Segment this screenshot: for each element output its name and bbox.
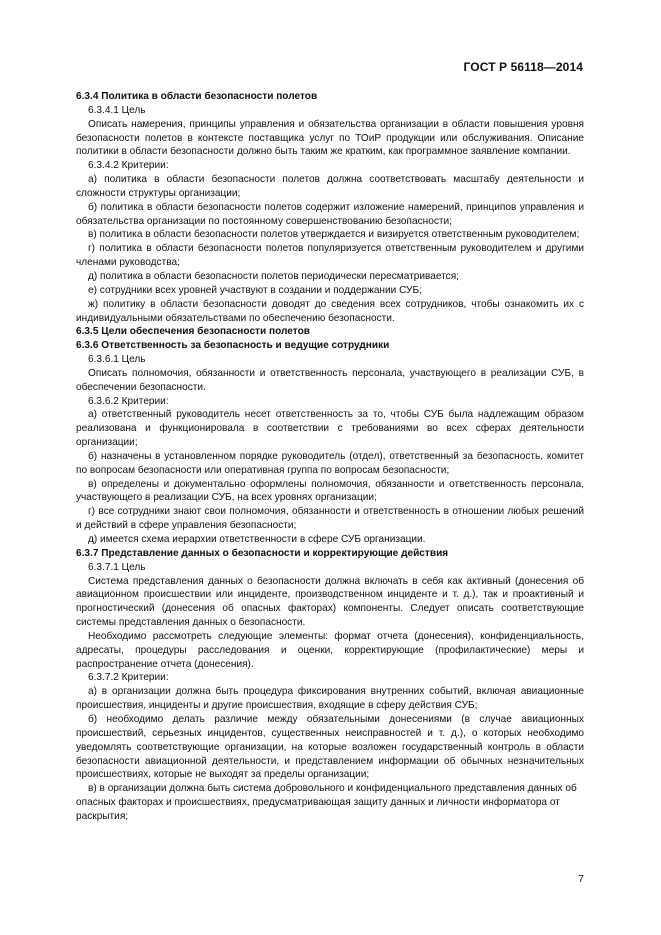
body-paragraph: а) политика в области безопасности полетов должна соответствовать масштабу деятельности и сложности структуры организации; [76, 174, 584, 199]
subsection-label: 6.3.6.2 Критерии: [88, 395, 169, 407]
section-heading: 6.3.6 Ответственность за безопасность и ведущие сотрудники [76, 340, 390, 352]
body-paragraph: б) необходимо делать различие между обязательными донесениями (в случае авиационных происшествий, серьезных инцидентов, существенных неисправностей и т. д.), о которых необходимо уведомлять соответствующие организации, на которые возложен государственный контроль в области безопасности авиационной деятельности, и представлением информации об обычных незначительных происшествиях, которые не выходят за пределы организации; [76, 713, 584, 781]
body-paragraph: в) определены и документально оформлены полномочия, обязанности и ответственность персонала, участвующего в реализации СУБ, на всех уровнях организации; [76, 478, 584, 504]
body-paragraph: а) ответственный руководитель несет ответственность за то, чтобы СУБ была надлежащим образом реализована и функционировала в соответствии с требованиями во всех сферах деятельности организации; [76, 409, 584, 449]
body-paragraph: а) в организации должна быть процедура фиксирования внутренних событий, включая авиационные происшествия, инциденты и другие происшествия, входящие в сферу действия СУБ; [76, 686, 584, 712]
body-paragraph: б) политика в области безопасности полетов содержит изложение намерений, принципов управления и обязательства организации по постоянному совершенствованию безопасности; [76, 201, 584, 227]
body-paragraph: д) имеется схема иерархии ответственности в сфере СУБ организации. [88, 534, 426, 545]
section-heading: 6.3.5 Цели обеспечения безопасности полетов [76, 326, 310, 338]
body-paragraph: г) политика в области безопасности полетов популяризуется ответственным руководителем и другими членами руководства; [76, 243, 584, 269]
body-paragraph: Описать полномочия, обязанности и ответственность персонала, участвующего в реализации СУБ, в обеспечении безопасности. [76, 367, 584, 393]
standard-code-header: ГОСТ Р 56118—2014 [463, 60, 583, 74]
body-paragraph: д) политика в области безопасности полетов периодически пересматривается; [88, 270, 459, 282]
body-paragraph: Необходимо рассмотреть следующие элементы: формат отчета (донесения), конфиденциальность, адресаты, процедуры расследования и оценки, корректирующие (профилактические) меры и распространение отчета (донесения). [76, 630, 584, 670]
subsection-label: 6.3.6.1 Цель [88, 354, 146, 366]
body-paragraph: Система представления данных о безопасности должна включать в себя как активный (донесения об авиационном происшествии или инциденте, производственном инциденте и т. д.), так и проактивный и прогностический (донесения об опасных факторах) компоненты. Следует описать соответствующие системы представления данных о безопасности. [76, 575, 584, 629]
subsection-label: 6.3.4.2 Критерии: [88, 160, 169, 172]
section-heading: 6.3.4 Политика в области безопасности полетов [76, 91, 318, 102]
body-paragraph: б) назначены в установленном порядке руководитель (отдел), ответственный за безопасность, комитет по вопросам безопасности или оперативная группа по вопросам безопасности; [76, 450, 584, 476]
section-heading: 6.3.7 Представление данных о безопасности и корректирующие действия [76, 547, 449, 559]
body-paragraph: ж) политику в области безопасности доводят до сведения всех сотрудников, чтобы ознакомить их с индивидуальными обязательствами по обеспечению безопасности. [76, 298, 584, 324]
body-paragraph: г) все сотрудники знают свои полномочия, обязанности и ответственность в отношении любых решений и действий в сфере управления безопасности; [76, 506, 584, 532]
subsection-label: 6.3.4.1 Цель [88, 104, 146, 116]
subsection-label: 6.3.7.1 Цель [88, 561, 146, 573]
page-number: 7 [578, 873, 584, 885]
document-body [76, 90, 584, 824]
body-paragraph: в) политика в области безопасности полетов утверждается и визируется ответственным руководителем; [88, 229, 580, 241]
body-paragraph: е) сотрудники всех уровней участвуют в создании и поддержании СУБ; [88, 284, 422, 296]
subsection-label: 6.3.7.2 Критерии: [88, 672, 169, 684]
body-paragraph: Описать намерения, принципы управления и обязательства организации в области повышения уровня безопасности полетов в контексте поставщика услуг по ТОиР продукции или обслуживания. Описание политики в области безопасности должно быть таким же кратким, как программное заявление компании. [76, 118, 584, 158]
body-paragraph: в) в организации должна быть система добровольного и конфиденциального представления данных об опасных факторах и происшествиях, предусматривающая защиту данных и личности информатора от раскрытия; [76, 783, 577, 822]
